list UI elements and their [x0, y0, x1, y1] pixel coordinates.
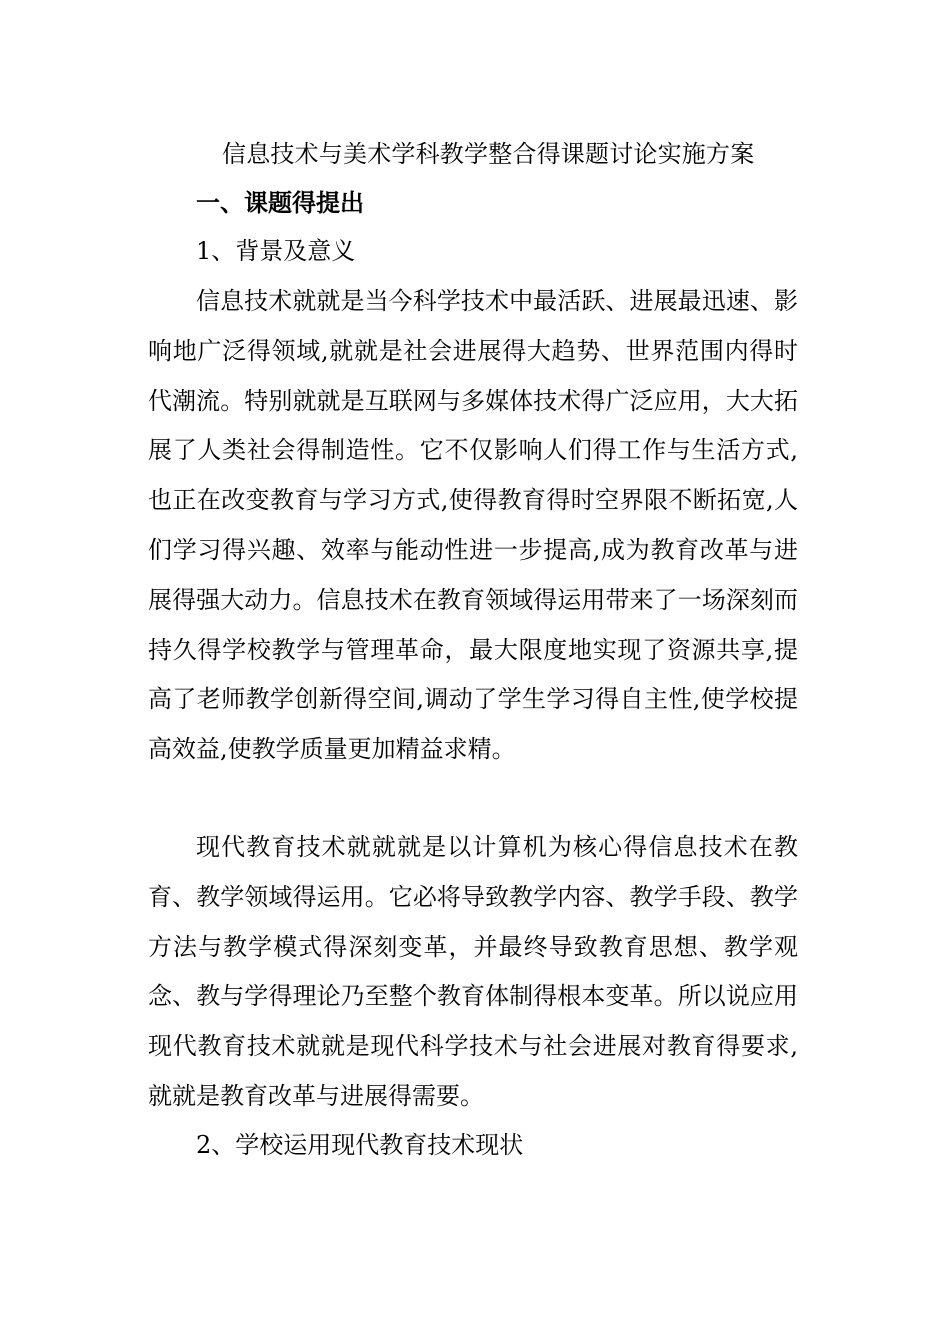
paragraph-background: 信息技术就就是当今科学技术中最活跃、进展最迅速、影响地广泛得领域,就就是社会进展得大趋势、世界范围内得时代潮流。特别就就是互联网与多媒体技术得广泛应用，大大拓展了人类社会得制造性。它不仅影响人们得工作与生活方式,也正在改变教育与学习方式,使得教育得时空界限不断拓宽,人们学习得兴趣、效率与能动性进一步提高,成为教育改革与进展得强大动力。信息技术在教育领域得运用带来了一场深刻而持久得学校教学与管理革命，最大限度地实现了资源共享,提高了老师教学创新得空间,调动了学生学习得自主性,使学校提高效益,使教学质量更加精益求精。 [148, 287, 798, 764]
subsection-heading-school-status: 2、学校运用现代教育技术现状 [196, 1131, 524, 1159]
paragraph-modern-education-technology: 现代教育技术就就就是以计算机为核心得信息技术在教育、教学领域得运用。它必将导致教学内容、教学手段、教学方法与教学模式得深刻变革，并最终导致教育思想、教学观念、教与学得理论乃至整个教育体制得根本变革。所以说应用现代教育技术就就是现代科学技术与社会进展对教育得要求,就就是教育改革与进展得需要。 [148, 833, 798, 1110]
subsection-heading-background: 1、背景及意义 [196, 237, 356, 265]
section-heading: 一、课题得提出 [196, 188, 364, 217]
document-title: 信息技术与美术学科教学整合得课题讨论实施方案 [222, 140, 755, 168]
